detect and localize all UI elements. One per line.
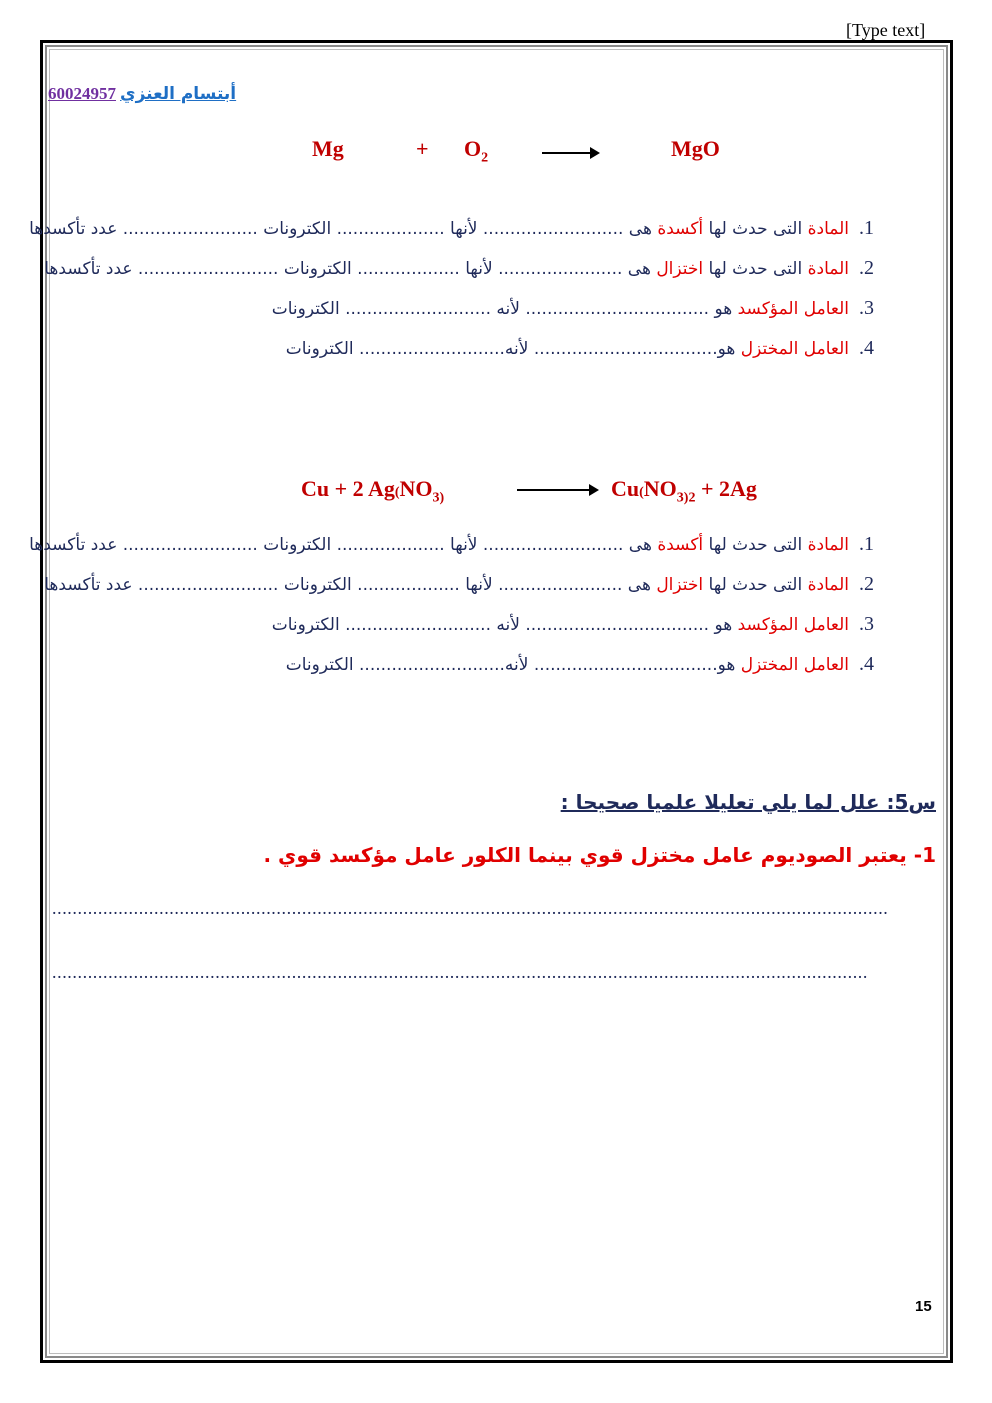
author-signature: أبتسام العنزي <box>120 84 237 104</box>
s1-item-3: 3.العامل المؤكسد هو .................................. لأنه ........................... الكترونات <box>271 297 874 319</box>
question5-title: س5: علل لما يلي تعليلا علميا صحيحا : <box>560 790 936 814</box>
question5-item-1: 1- يعتبر الصوديوم عامل مختزل قوي بينما الكلور عامل مؤكسد قوي . <box>263 843 936 867</box>
s2-item-2: 2.المادة التى حدث لها اختزال هى ....................... لأنها ................... الكترونات .......................... عدد تأكسدها <box>44 573 874 595</box>
answer-line-1[interactable]: .................................................................................................................................................................... <box>52 898 889 918</box>
s2-item-4: 4.العامل المختزل هو.................................. لأنه........................... الكترونات <box>285 653 874 675</box>
eq2-arrow <box>517 489 597 491</box>
page-border-line <box>49 49 944 1354</box>
s1-item-2: 2.المادة التى حدث لها اختزال هى ....................... لأنها ................... الكترونات .......................... عدد تأكسدها <box>44 257 874 279</box>
author-logo <box>48 80 236 108</box>
eq1-reactant1: Mg <box>312 136 344 161</box>
eq2-right: $Cu(NO_{3)2} + 2Ag$ <box>611 476 757 506</box>
author-phone: 60024957 <box>48 84 116 103</box>
eq1-product: MgO <box>671 136 720 161</box>
eq2-left: Cu + 2 $Ag(NO_{3)}$ <box>301 476 445 506</box>
eq1-plus: + <box>416 136 429 161</box>
s2-item-1: 1.المادة التى حدث لها أكسدة هى .......................... لأنها .................... الكترونات ......................... عدد تأكسدها <box>29 533 874 555</box>
header-type-text: [Type text] <box>846 20 926 40</box>
answer-line-2[interactable]: ................................................................................................................................................................ <box>52 962 868 982</box>
s1-item-4: 4.العامل المختزل هو.................................. لأنه........................... الكترونات <box>285 337 874 359</box>
eq1-arrow <box>542 152 598 154</box>
eq1-reactant2: $O_2$ <box>464 136 489 166</box>
page-number: 15 <box>915 1298 932 1315</box>
s2-item-3: 3.العامل المؤكسد هو .................................. لأنه ........................... الكترونات <box>271 613 874 635</box>
s1-item-1: 1.المادة التى حدث لها أكسدة هى .......................... لأنها .................... الكترونات ......................... عدد تأكسدها <box>29 217 874 239</box>
